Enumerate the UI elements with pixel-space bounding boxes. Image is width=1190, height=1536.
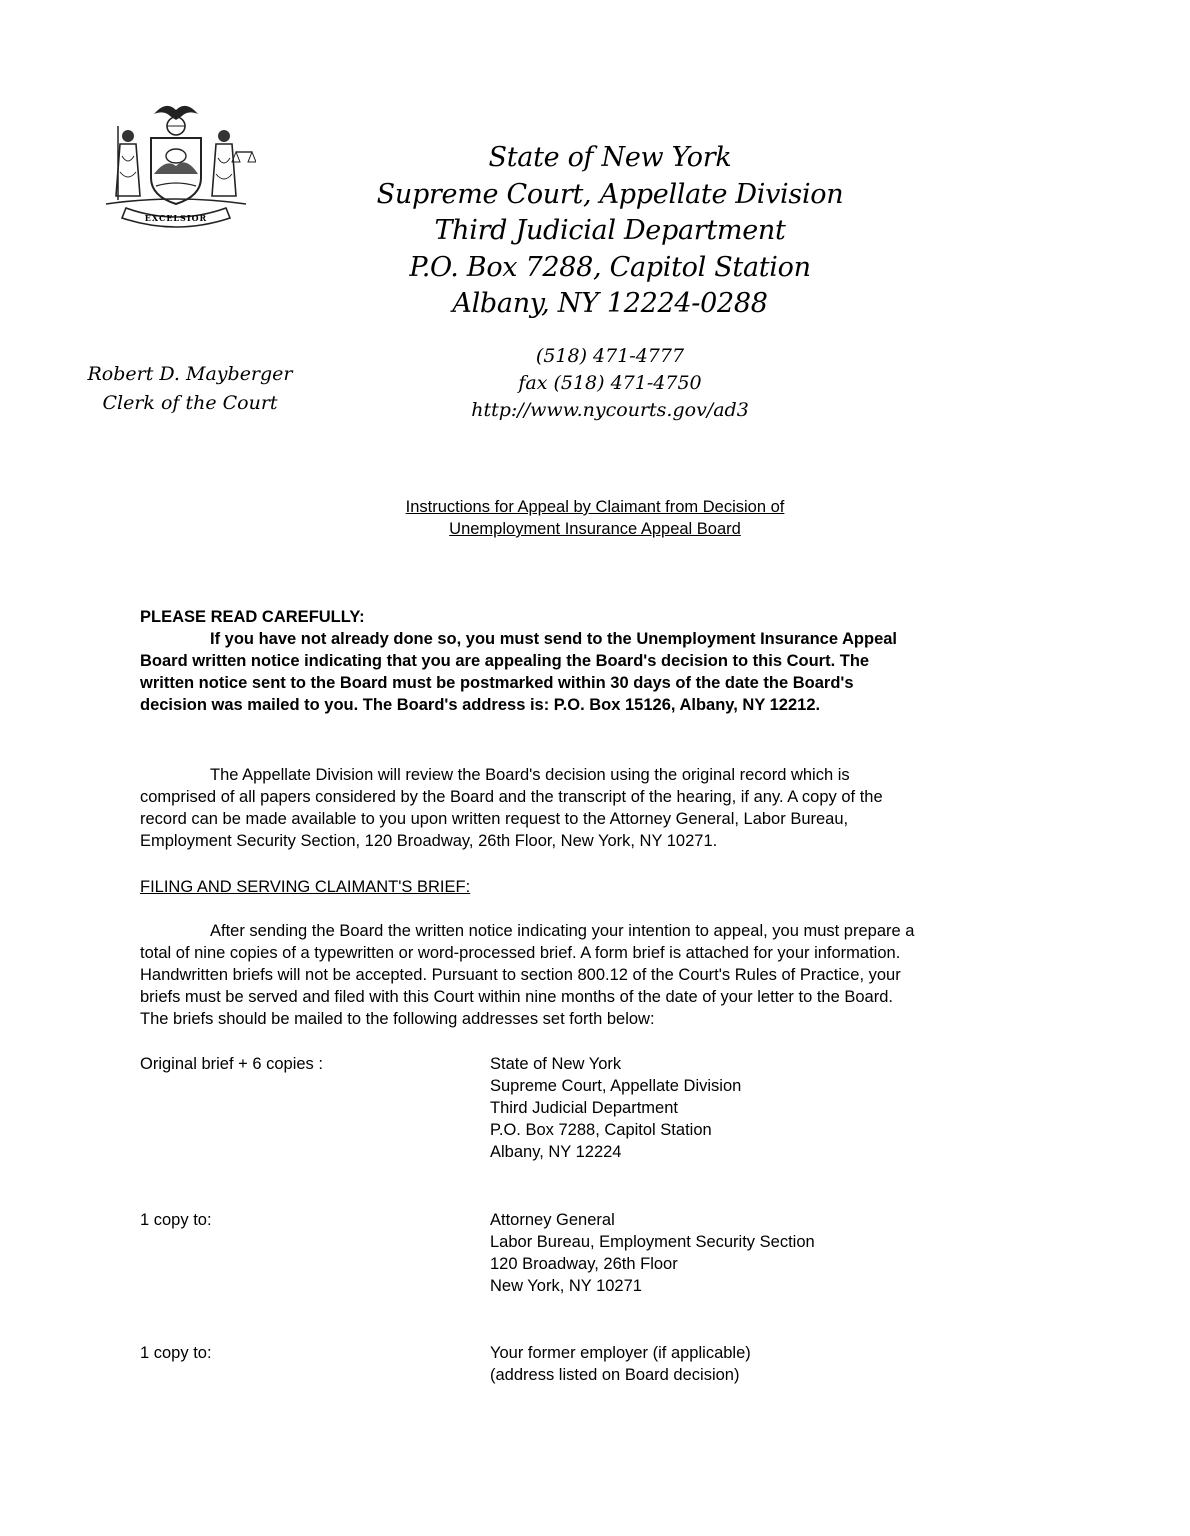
- filing-heading: FILING AND SERVING CLAIMANT'S BRIEF:: [140, 878, 471, 896]
- address-line: Labor Bureau, Employment Security Section: [490, 1233, 815, 1251]
- notice-section: [140, 606, 1050, 716]
- paragraph-line: comprised of all papers considered by the Board and the transcript of the hearing, if any. A copy of the: [140, 788, 883, 806]
- clerk-name: Robert D. Mayberger: [87, 363, 293, 385]
- paragraph-line: Employment Security Section, 120 Broadway, 26th Floor, New York, NY 10271.: [140, 832, 718, 850]
- fax-number: fax (518) 471-4750: [518, 372, 702, 394]
- paragraph-line: total of nine copies of a typewritten or word-processed brief. A form brief is attached for your information.: [140, 944, 901, 962]
- clerk-title: Clerk of the Court: [102, 392, 278, 414]
- liberty-figure-icon: [116, 126, 140, 200]
- address-line: (address listed on Board decision): [490, 1366, 740, 1384]
- notice-heading: PLEASE READ CAREFULLY:: [140, 608, 365, 626]
- paragraph-line: record can be made available to you upon written request to the Attorney General, Labor Bureau,: [140, 810, 849, 828]
- svg-text:EXCELSIOR: EXCELSIOR: [144, 213, 208, 223]
- header-line: P.O. Box 7288, Capitol Station: [409, 251, 811, 283]
- court-address: [490, 1053, 1010, 1163]
- title-line: Unemployment Insurance Appeal Board: [449, 520, 741, 538]
- header-line: Supreme Court, Appellate Division: [376, 178, 844, 210]
- justice-figure-icon: [212, 130, 256, 196]
- address-line: P.O. Box 7288, Capitol Station: [490, 1121, 712, 1139]
- state-seal-logo: [96, 96, 256, 231]
- address-line: Third Judicial Department: [490, 1099, 678, 1117]
- document-title: [330, 496, 860, 540]
- paragraph-line: briefs must be served and filed with this Court within nine months of the date of your letter to the Board.: [140, 988, 893, 1006]
- address-line: Supreme Court, Appellate Division: [490, 1077, 742, 1095]
- address-line: Attorney General: [490, 1211, 615, 1229]
- notice-line: written notice sent to the Board must be postmarked within 30 days of the date the Board's: [140, 674, 854, 692]
- title-line: Instructions for Appeal by Claimant from Decision of: [405, 498, 785, 516]
- eagle-icon: [154, 106, 198, 135]
- header-line: Third Judicial Department: [434, 215, 786, 246]
- address-label: Original brief + 6 copies :: [140, 1055, 323, 1073]
- contact-info: [430, 343, 790, 424]
- filing-paragraph: [140, 920, 1050, 1030]
- address-line: 120 Broadway, 26th Floor: [490, 1255, 678, 1273]
- clerk-block: [80, 360, 300, 418]
- court-header: [330, 140, 890, 323]
- attorney-general-address: [490, 1209, 1010, 1297]
- paragraph-line: The briefs should be mailed to the following addresses set forth below:: [140, 1010, 655, 1028]
- address-line: New York, NY 10271: [490, 1277, 642, 1295]
- website-link[interactable]: http://www.nycourts.gov/ad3: [471, 399, 749, 421]
- notice-line: If you have not already done so, you must send to the Unemployment Insurance Appeal: [210, 630, 898, 648]
- review-paragraph: [140, 764, 1050, 852]
- address-label: 1 copy to:: [140, 1344, 212, 1362]
- paragraph-line: Handwritten briefs will not be accepted. Pursuant to section 800.12 of the Court's Rules of Practice, your: [140, 966, 901, 984]
- employer-address: [490, 1342, 1010, 1386]
- notice-line: Board written notice indicating that you are appealing the Board's decision to this Court. The: [140, 652, 870, 670]
- paragraph-line: The Appellate Division will review the Board's decision using the original record which is: [210, 766, 850, 784]
- paragraph-line: After sending the Board the written notice indicating your intention to appeal, you must prepare a: [210, 922, 915, 940]
- phone-number: (518) 471-4777: [535, 345, 685, 367]
- address-line: Your former employer (if applicable): [490, 1344, 751, 1362]
- header-line: State of New York: [488, 142, 732, 173]
- notice-line: decision was mailed to you. The Board's address is: P.O. Box 15126, Albany, NY 12212.: [140, 696, 821, 714]
- address-line: Albany, NY 12224: [490, 1143, 622, 1161]
- header-line: Albany, NY 12224-0288: [452, 288, 768, 319]
- address-line: State of New York: [490, 1055, 622, 1073]
- address-label: 1 copy to:: [140, 1211, 212, 1229]
